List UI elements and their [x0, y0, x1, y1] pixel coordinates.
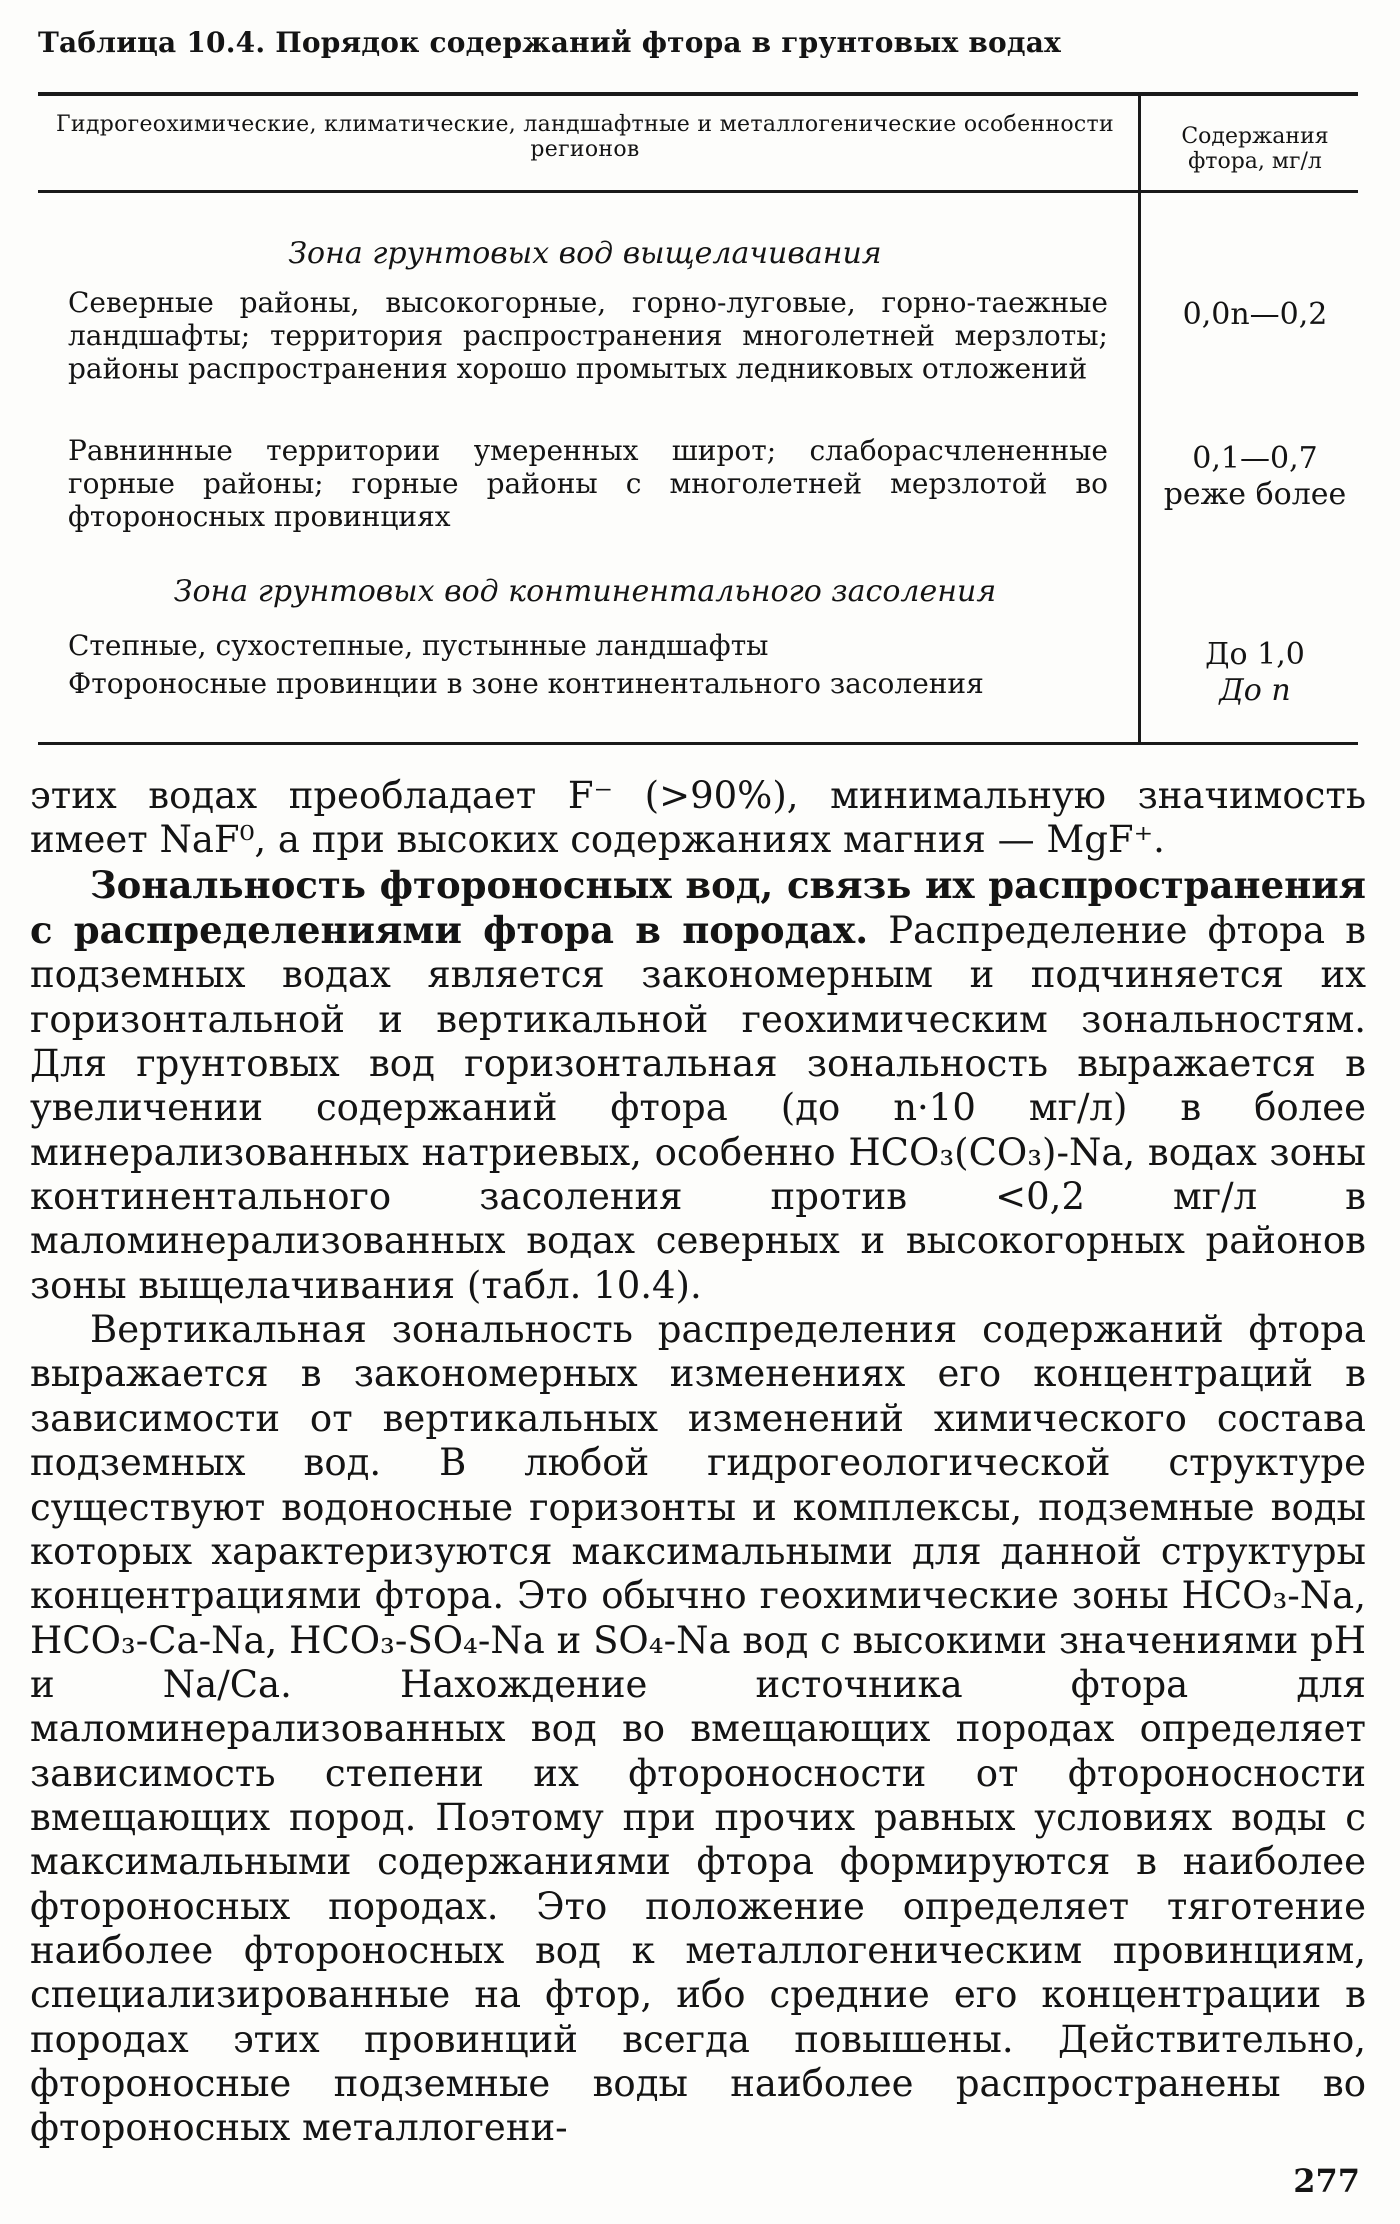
- zone-title-leaching: Зона грунтовых вод выщелачивания: [288, 236, 882, 271]
- table-row-plains-note: реже более: [1163, 477, 1347, 512]
- table-caption: Таблица 10.4. Порядок содержаний фтора в грунтовых водах: [38, 26, 1062, 59]
- table-row-plains-value: 0,1—0,7: [1192, 441, 1318, 476]
- page-number: 277: [1293, 2162, 1360, 2200]
- table-row-provinces-value: До n: [1219, 673, 1291, 708]
- paragraph-zonality-heading: Зональность фтороносных вод, связь их распространения с распределениями фтора в породах.: [30, 862, 1366, 953]
- zone-title-continental-salinization: Зона грунтовых вод континентального засоления: [173, 574, 997, 609]
- paragraph-continuation: этих водах преобладает F⁻ (>90%), минимальную значимость имеет NaF⁰, а при высоких содержаниях магния — MgF⁺.: [30, 774, 1366, 862]
- table-header-right: Содержания фтора, мг/л: [1181, 124, 1329, 174]
- table-column-divider: [1138, 96, 1141, 742]
- table-header-rule: [38, 190, 1358, 193]
- table-row-steppe-value: До 1,0: [1205, 637, 1305, 672]
- table-header-left: Гидрогеохимические, климатические, ландшафтные и металлогенические особенности регионов: [56, 112, 1114, 162]
- paragraph-zonality: [30, 863, 1366, 1308]
- paragraph-vertical-zonality: Вертикальная зональность распределения содержаний фтора выражается в закономерных изменениях его концентраций в зависимости от вертикальных изменений химического состава подземных вод. В любой гидрогеологической структуре существуют водоносные горизонты и комплексы, подземные воды которых характеризуются максимальными для данной структуры концентрациями фтора. Это обычно геохимические зоны HCO₃-Na, HCO₃-Ca-Na, HCO₃-SO₄-Na и SO₄-Na вод с высокими значениями pH и Na/Ca. Нахождение источника фтора для маломинерализованных вод во вмещающих породах определяет зависимость степени их фтороносности от фтороносности вмещающих пород. Поэтому при прочих равных условиях воды с максимальными содержаниями фтора формируются в наиболее фтороносных породах. Это положение определяет тяготение наиболее фтороносных вод к металлогеническим провинциям, специализированные на фтор, ибо средние его концентрации в породах этих провинций всегда повышены. Действительно, фтороносные подземные воды наиболее распространены во фтороносных металлогени-: [30, 1308, 1366, 2150]
- table-top-rule: [38, 92, 1358, 96]
- table-bottom-rule: [38, 742, 1358, 745]
- table-row-steppe-text: Степные, сухостепные, пустынные ландшафты: [68, 629, 769, 662]
- table-row-northern-value: 0,0n—0,2: [1182, 297, 1328, 332]
- table-row-provinces-text: Фтороносные провинции в зоне континентального засоления: [68, 667, 984, 700]
- table-row-plains-text: Равнинные территории умеренных широт; слаборасчлененные горные районы; горные районы с многолетней мерзлотой во фтороносных провинциях: [68, 434, 1108, 533]
- paragraph-zonality-text: Распределение фтора в подземных водах является закономерным и подчиняется их горизонтальной и вертикальной геохимическим зональностям. Для грунтовых вод горизонтальная зональность выражается в увеличении содержаний фтора (до n·10 мг/л) в более минерализованных натриевых, особенно HCO₃(CO₃)-Na, водах зоны континентального засоления против <0,2 мг/л в маломинерализованных водах северных и высокогорных районов зоны выщелачивания (табл. 10.4).: [30, 909, 1367, 1307]
- body-text: [30, 774, 1366, 2151]
- table-row-northern-text: Северные районы, высокогорные, горно-луговые, горно-таежные ландшафты; территория распространения многолетней мерзлоты; районы распространения хорошо промытых ледниковых отложений: [68, 286, 1108, 385]
